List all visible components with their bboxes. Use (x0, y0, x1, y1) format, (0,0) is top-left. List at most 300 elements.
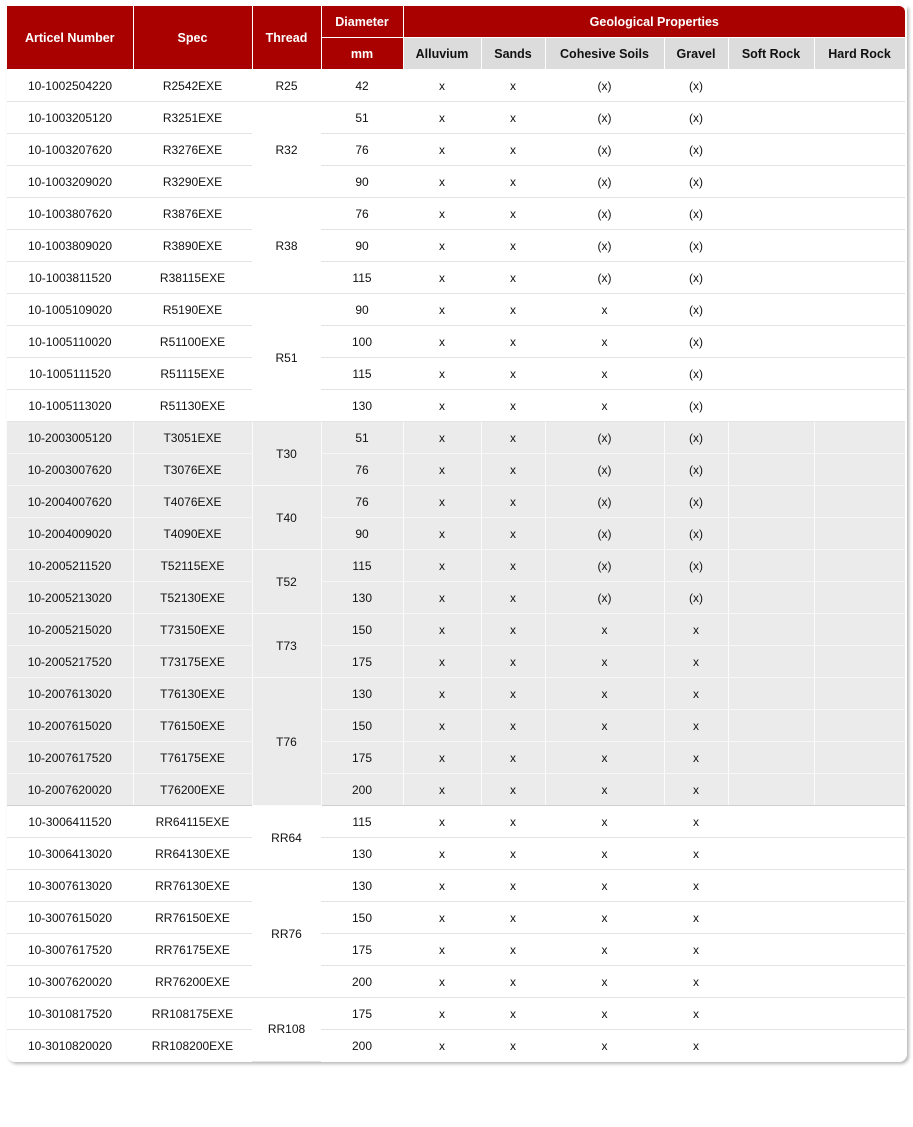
cell-spec: T76200EXE (133, 774, 252, 806)
cell-article-number: 10-2003007620 (7, 454, 133, 486)
cell-soft-rock (728, 422, 814, 454)
cell-hard-rock (814, 614, 905, 646)
table-row (7, 326, 905, 358)
cell-cohesive-soils: x (545, 870, 664, 902)
table-row (7, 838, 905, 870)
cell-alluvium: x (403, 742, 481, 774)
cell-hard-rock (814, 134, 905, 166)
cell-diameter: 76 (321, 198, 403, 230)
cell-hard-rock (814, 518, 905, 550)
cell-gravel: x (664, 838, 728, 870)
cell-alluvium: x (403, 294, 481, 326)
cell-gravel: (x) (664, 422, 728, 454)
cell-sands: x (481, 550, 545, 582)
cell-sands: x (481, 326, 545, 358)
header-diameter: Diameter (321, 6, 403, 38)
cell-soft-rock (728, 806, 814, 838)
cell-diameter: 115 (321, 806, 403, 838)
cell-sands: x (481, 230, 545, 262)
cell-alluvium: x (403, 998, 481, 1030)
cell-hard-rock (814, 966, 905, 998)
table-row (7, 198, 905, 230)
cell-article-number: 10-1002504220 (7, 70, 133, 102)
cell-spec: RR76200EXE (133, 966, 252, 998)
cell-spec: R3890EXE (133, 230, 252, 262)
cell-cohesive-soils: x (545, 614, 664, 646)
cell-hard-rock (814, 486, 905, 518)
cell-alluvium: x (403, 390, 481, 422)
cell-cohesive-soils: x (545, 774, 664, 806)
cell-diameter: 76 (321, 454, 403, 486)
cell-diameter: 130 (321, 390, 403, 422)
cell-gravel: (x) (664, 198, 728, 230)
cell-soft-rock (728, 518, 814, 550)
cell-gravel: x (664, 774, 728, 806)
cell-thread: R51 (252, 294, 321, 422)
cell-sands: x (481, 390, 545, 422)
cell-soft-rock (728, 870, 814, 902)
cell-spec: T73175EXE (133, 646, 252, 678)
cell-diameter: 200 (321, 774, 403, 806)
cell-gravel: (x) (664, 166, 728, 198)
cell-soft-rock (728, 710, 814, 742)
cell-alluvium: x (403, 838, 481, 870)
cell-sands: x (481, 358, 545, 390)
cell-alluvium: x (403, 326, 481, 358)
cell-soft-rock (728, 902, 814, 934)
cell-article-number: 10-3007613020 (7, 870, 133, 902)
cell-spec: R3290EXE (133, 166, 252, 198)
cell-gravel: x (664, 934, 728, 966)
cell-gravel: (x) (664, 358, 728, 390)
cell-hard-rock (814, 646, 905, 678)
cell-diameter: 150 (321, 614, 403, 646)
cell-cohesive-soils: (x) (545, 518, 664, 550)
cell-gravel: (x) (664, 294, 728, 326)
cell-article-number: 10-3007620020 (7, 966, 133, 998)
cell-hard-rock (814, 230, 905, 262)
cell-diameter: 76 (321, 486, 403, 518)
cell-soft-rock (728, 646, 814, 678)
cell-alluvium: x (403, 422, 481, 454)
cell-cohesive-soils: x (545, 902, 664, 934)
cell-hard-rock (814, 902, 905, 934)
cell-thread: RR76 (252, 870, 321, 998)
cell-soft-rock (728, 70, 814, 102)
cell-gravel: x (664, 710, 728, 742)
cell-hard-rock (814, 422, 905, 454)
cell-diameter: 100 (321, 326, 403, 358)
cell-article-number: 10-2007615020 (7, 710, 133, 742)
cell-soft-rock (728, 838, 814, 870)
cell-cohesive-soils: (x) (545, 454, 664, 486)
cell-gravel: (x) (664, 102, 728, 134)
cell-diameter: 115 (321, 358, 403, 390)
cell-sands: x (481, 806, 545, 838)
cell-alluvium: x (403, 646, 481, 678)
cell-diameter: 150 (321, 710, 403, 742)
cell-sands: x (481, 518, 545, 550)
cell-sands: x (481, 582, 545, 614)
cell-cohesive-soils: x (545, 934, 664, 966)
cell-hard-rock (814, 550, 905, 582)
cell-article-number: 10-1005109020 (7, 294, 133, 326)
cell-gravel: (x) (664, 230, 728, 262)
table-row (7, 902, 905, 934)
cell-diameter: 90 (321, 230, 403, 262)
cell-cohesive-soils: (x) (545, 486, 664, 518)
header-soft-rock: Soft Rock (728, 38, 814, 70)
cell-soft-rock (728, 486, 814, 518)
header-cohesive-soils: Cohesive Soils (545, 38, 664, 70)
cell-article-number: 10-1005110020 (7, 326, 133, 358)
cell-hard-rock (814, 806, 905, 838)
cell-soft-rock (728, 678, 814, 710)
cell-sands: x (481, 422, 545, 454)
cell-spec: R51130EXE (133, 390, 252, 422)
cell-diameter: 90 (321, 518, 403, 550)
cell-sands: x (481, 774, 545, 806)
cell-article-number: 10-3006411520 (7, 806, 133, 838)
cell-article-number: 10-2005213020 (7, 582, 133, 614)
cell-spec: T52130EXE (133, 582, 252, 614)
cell-cohesive-soils: x (545, 678, 664, 710)
cell-diameter: 130 (321, 582, 403, 614)
cell-spec: T76130EXE (133, 678, 252, 710)
cell-article-number: 10-1003207620 (7, 134, 133, 166)
cell-soft-rock (728, 582, 814, 614)
cell-cohesive-soils: (x) (545, 102, 664, 134)
cell-spec: T76150EXE (133, 710, 252, 742)
cell-sands: x (481, 934, 545, 966)
cell-soft-rock (728, 230, 814, 262)
cell-gravel: x (664, 614, 728, 646)
cell-article-number: 10-2004007620 (7, 486, 133, 518)
cell-gravel: x (664, 646, 728, 678)
cell-soft-rock (728, 998, 814, 1030)
cell-gravel: x (664, 678, 728, 710)
cell-spec: R51100EXE (133, 326, 252, 358)
cell-sands: x (510, 1038, 516, 1053)
cell-alluvium: x (403, 166, 481, 198)
cell-sands: x (481, 486, 545, 518)
product-table (7, 6, 906, 1062)
cell-alluvium: x (403, 262, 481, 294)
cell-cohesive-soils: x (545, 838, 664, 870)
cell-diameter: 51 (321, 422, 403, 454)
cell-cohesive-soils: x (545, 326, 664, 358)
cell-article-number: 10-2003005120 (7, 422, 133, 454)
cell-hard-rock (814, 390, 905, 422)
cell-sands: x (481, 678, 545, 710)
cell-thread: T30 (252, 422, 321, 486)
cell-alluvium: x (403, 678, 481, 710)
cell-article-number: 10-2005211520 (7, 550, 133, 582)
table-row (7, 422, 905, 454)
cell-article-number: 10-2007613020 (7, 678, 133, 710)
table-row (7, 934, 905, 966)
cell-soft-rock (728, 1030, 814, 1062)
cell-diameter: 130 (321, 838, 403, 870)
cell-alluvium: x (403, 774, 481, 806)
cell-sands: x (481, 710, 545, 742)
cell-cohesive-soils: (x) (545, 582, 664, 614)
cell-gravel: x (664, 966, 728, 998)
table-row (7, 614, 905, 646)
cell-cohesive-soils: (x) (545, 134, 664, 166)
cell-thread: R32 (252, 102, 321, 198)
cell-hard-rock (814, 358, 905, 390)
cell-alluvium: x (439, 1038, 445, 1053)
cell-article-number: 10-1003809020 (7, 230, 133, 262)
cell-spec: RR64130EXE (133, 838, 252, 870)
cell-article-number: 10-1005111520 (7, 358, 133, 390)
cell-article-number: 10-1003205120 (7, 102, 133, 134)
cell-gravel: (x) (664, 262, 728, 294)
cell-article-number: 10-3010817520 (7, 998, 133, 1030)
cell-sands: x (481, 902, 545, 934)
cell-sands: x (481, 998, 545, 1030)
cell-hard-rock (814, 198, 905, 230)
table-row (7, 454, 905, 486)
cell-alluvium: x (403, 870, 481, 902)
cell-article-number: 10-1003811520 (7, 262, 133, 294)
cell-article-number: 10-2005215020 (7, 614, 133, 646)
cell-hard-rock (814, 166, 905, 198)
table-row (7, 294, 905, 326)
cell-cohesive-soils: x (545, 998, 664, 1030)
cell-spec: T3051EXE (133, 422, 252, 454)
cell-article-number: 10-3006413020 (7, 838, 133, 870)
cell-alluvium: x (403, 518, 481, 550)
table-header (7, 6, 905, 70)
cell-soft-rock (728, 614, 814, 646)
cell-hard-rock (814, 70, 905, 102)
cell-article-number: 10-1005113020 (7, 390, 133, 422)
cell-hard-rock (814, 326, 905, 358)
cell-hard-rock (814, 838, 905, 870)
cell-article-number: 10-1003209020 (7, 166, 133, 198)
cell-alluvium: x (403, 70, 481, 102)
cell-cohesive-soils: x (545, 358, 664, 390)
cell-soft-rock (728, 198, 814, 230)
cell-hard-rock (814, 998, 905, 1030)
cell-spec: T4076EXE (133, 486, 252, 518)
header-article-number: Articel Number (7, 6, 133, 70)
cell-spec: T3076EXE (133, 454, 252, 486)
header-diameter-unit: mm (321, 38, 403, 70)
cell-cohesive-soils: x (545, 742, 664, 774)
table-row (7, 134, 905, 166)
cell-diameter: 175 (321, 646, 403, 678)
cell-sands: x (481, 294, 545, 326)
cell-gravel: x (664, 806, 728, 838)
table-row (7, 998, 905, 1030)
cell-cohesive-soils: x (545, 390, 664, 422)
cell-gravel: x (664, 902, 728, 934)
header-alluvium: Alluvium (403, 38, 481, 70)
cell-gravel: (x) (664, 134, 728, 166)
cell-sands: x (481, 870, 545, 902)
cell-spec: R38115EXE (133, 262, 252, 294)
cell-thread: T76 (252, 678, 321, 806)
cell-sands: x (481, 262, 545, 294)
cell-thread: RR108 (252, 998, 321, 1062)
cell-cohesive-soils: (x) (545, 70, 664, 102)
cell-cohesive-soils: x (545, 806, 664, 838)
cell-soft-rock (728, 166, 814, 198)
cell-spec: RR76175EXE (133, 934, 252, 966)
cell-alluvium: x (403, 454, 481, 486)
cell-cohesive-soils: x (545, 710, 664, 742)
cell-alluvium: x (403, 934, 481, 966)
cell-hard-rock (814, 742, 905, 774)
header-sands: Sands (481, 38, 545, 70)
table-row (7, 582, 905, 614)
cell-article-number: 10-3010820020 (27, 1038, 113, 1053)
cell-diameter: 51 (321, 102, 403, 134)
cell-diameter: 76 (321, 134, 403, 166)
cell-diameter: 175 (321, 998, 403, 1030)
cell-soft-rock (728, 134, 814, 166)
cell-diameter: 175 (321, 934, 403, 966)
cell-alluvium: x (403, 134, 481, 166)
cell-hard-rock (814, 454, 905, 486)
table-row (7, 390, 905, 422)
cell-soft-rock (728, 774, 814, 806)
cell-cohesive-soils: x (601, 1038, 608, 1053)
cell-article-number: 10-1003807620 (7, 198, 133, 230)
cell-spec: RR76130EXE (133, 870, 252, 902)
cell-thread: T73 (252, 614, 321, 678)
cell-alluvium: x (403, 198, 481, 230)
cell-spec: R3876EXE (133, 198, 252, 230)
cell-thread: T52 (252, 550, 321, 614)
cell-alluvium: x (403, 486, 481, 518)
cell-spec: R3276EXE (133, 134, 252, 166)
cell-article-number: 10-2007617520 (7, 742, 133, 774)
cell-soft-rock (728, 934, 814, 966)
cell-spec: T52115EXE (133, 550, 252, 582)
cell-article-number: 10-3007617520 (7, 934, 133, 966)
cell-diameter: 115 (321, 550, 403, 582)
cell-spec: T4090EXE (133, 518, 252, 550)
cell-cohesive-soils: (x) (545, 198, 664, 230)
table-row (7, 518, 905, 550)
table-row (7, 870, 905, 902)
cell-sands: x (481, 166, 545, 198)
cell-diameter: 42 (321, 70, 403, 102)
table-row (7, 710, 905, 742)
cell-diameter: 90 (321, 166, 403, 198)
cell-cohesive-soils: x (545, 294, 664, 326)
cell-alluvium: x (403, 806, 481, 838)
cell-diameter: 115 (321, 262, 403, 294)
table-row (7, 966, 905, 998)
cell-alluvium: x (403, 582, 481, 614)
cell-cohesive-soils: (x) (545, 230, 664, 262)
table-row (7, 102, 905, 134)
cell-sands: x (481, 454, 545, 486)
cell-soft-rock (728, 742, 814, 774)
cell-cohesive-soils: x (545, 646, 664, 678)
table-row (7, 358, 905, 390)
cell-gravel: (x) (664, 486, 728, 518)
cell-hard-rock (814, 102, 905, 134)
cell-cohesive-soils: (x) (545, 262, 664, 294)
cell-gravel: (x) (664, 390, 728, 422)
cell-diameter: 130 (321, 870, 403, 902)
cell-gravel: (x) (664, 326, 728, 358)
cell-cohesive-soils: (x) (545, 550, 664, 582)
cell-soft-rock (728, 454, 814, 486)
cell-diameter: 150 (321, 902, 403, 934)
cell-spec: RR108175EXE (133, 998, 252, 1030)
cell-gravel: (x) (664, 582, 728, 614)
header-hard-rock: Hard Rock (814, 38, 905, 70)
table-row (7, 230, 905, 262)
cell-sands: x (481, 134, 545, 166)
cell-alluvium: x (403, 614, 481, 646)
cell-hard-rock (814, 774, 905, 806)
cell-soft-rock (728, 102, 814, 134)
cell-alluvium: x (403, 102, 481, 134)
table-row (7, 550, 905, 582)
cell-diameter: 200 (321, 966, 403, 998)
cell-spec: R3251EXE (133, 102, 252, 134)
cell-diameter: 130 (321, 678, 403, 710)
table-row (7, 678, 905, 710)
table-row (7, 646, 905, 678)
cell-sands: x (481, 966, 545, 998)
cell-alluvium: x (403, 230, 481, 262)
cell-gravel: (x) (664, 518, 728, 550)
product-table-container (7, 6, 907, 1062)
cell-sands: x (481, 838, 545, 870)
cell-spec: R5190EXE (133, 294, 252, 326)
table-row (7, 166, 905, 198)
cell-alluvium: x (403, 710, 481, 742)
cell-sands: x (481, 70, 545, 102)
cell-spec: T76175EXE (133, 742, 252, 774)
cell-hard-rock (814, 1030, 905, 1062)
cell-hard-rock (814, 870, 905, 902)
header-spec: Spec (133, 6, 252, 70)
header-thread: Thread (252, 6, 321, 70)
header-gravel: Gravel (664, 38, 728, 70)
cell-gravel: x (693, 1038, 699, 1053)
cell-gravel: x (664, 742, 728, 774)
cell-gravel: (x) (664, 550, 728, 582)
cell-soft-rock (728, 390, 814, 422)
cell-thread: R38 (252, 198, 321, 294)
cell-spec: RR64115EXE (133, 806, 252, 838)
cell-soft-rock (728, 358, 814, 390)
cell-hard-rock (814, 262, 905, 294)
cell-thread: R25 (252, 70, 321, 102)
table-row (7, 742, 905, 774)
cell-cohesive-soils: (x) (545, 422, 664, 454)
cell-sands: x (481, 742, 545, 774)
table-row (7, 1030, 905, 1062)
cell-soft-rock (728, 262, 814, 294)
cell-spec: T73150EXE (133, 614, 252, 646)
cell-gravel: x (664, 870, 728, 902)
cell-hard-rock (814, 678, 905, 710)
cell-sands: x (481, 614, 545, 646)
cell-diameter: 200 (351, 1038, 373, 1053)
table-body (7, 70, 905, 1062)
